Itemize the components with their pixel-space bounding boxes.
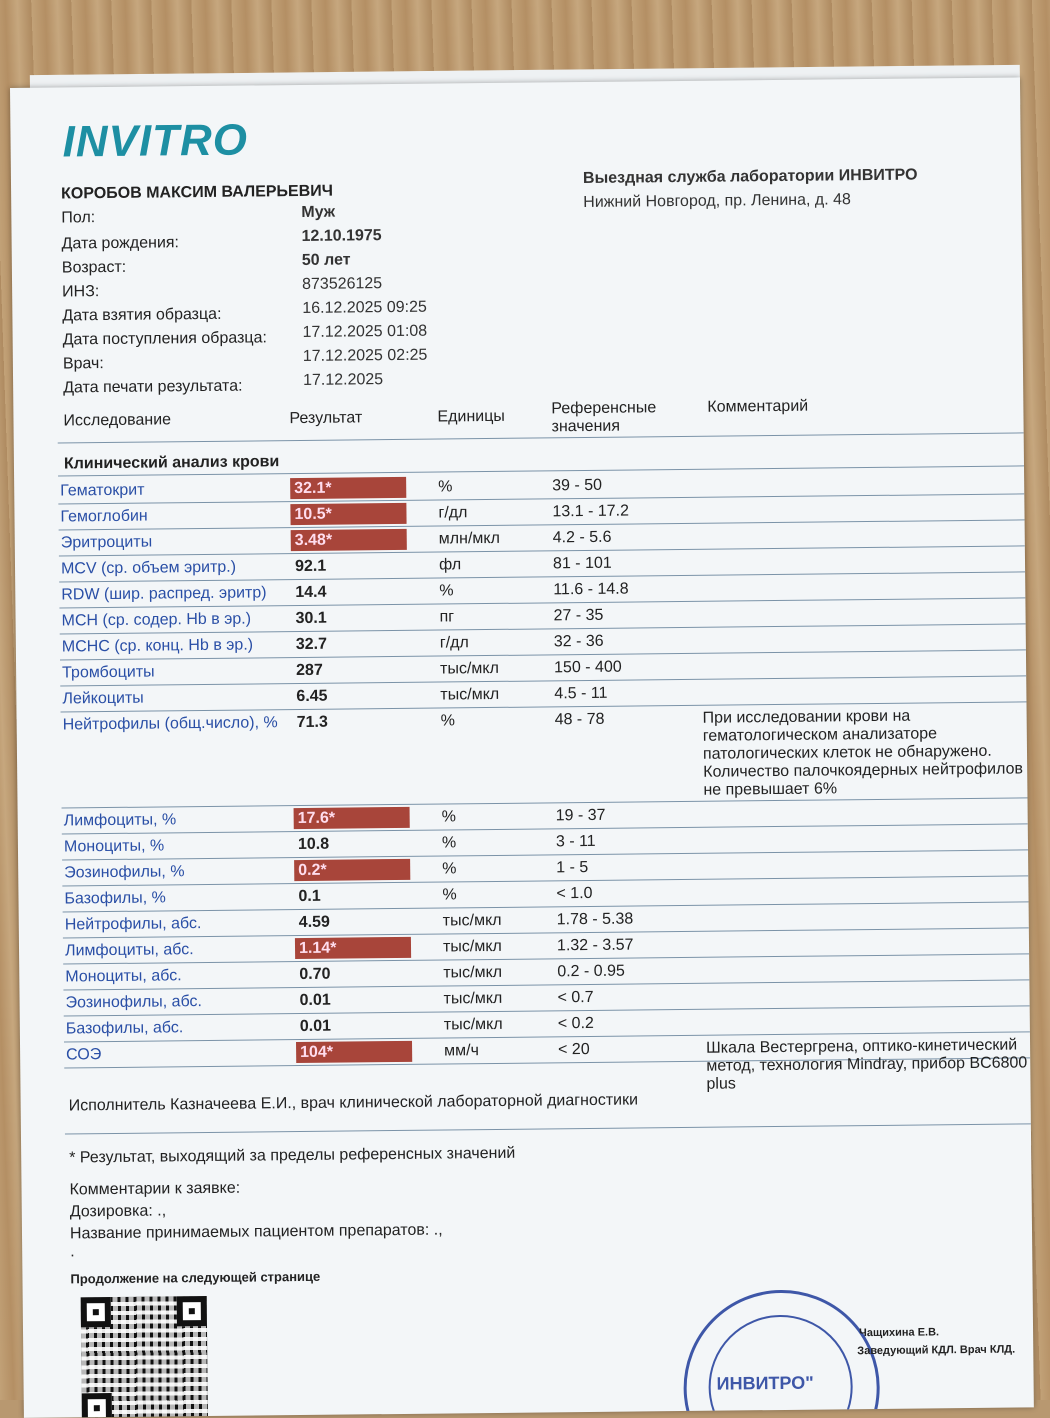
result-units: % [442, 860, 457, 878]
result-comment [705, 984, 1033, 987]
dosage: Дозировка: ., [69, 1202, 167, 1221]
result-value: 6.45 [296, 687, 328, 706]
result-units: млн/мкл [438, 529, 500, 548]
result-comment [704, 828, 1034, 831]
result-name: Гемоглобин [60, 507, 148, 526]
result-reference: 4.2 - 5.6 [552, 528, 612, 547]
result-reference: 0.2 - 0.95 [557, 962, 625, 981]
result-name: Эозинофилы, абс. [65, 993, 203, 1012]
result-units: % [439, 582, 454, 600]
dot-line: . [70, 1243, 75, 1261]
result-value: 0.01 [299, 991, 331, 1010]
result-comment [701, 576, 1031, 579]
result-units: мм/ч [444, 1042, 479, 1060]
info-label: Дата рождения: [61, 234, 180, 253]
result-reference: 11.6 - 14.8 [553, 580, 629, 599]
result-value: 30.1 [295, 609, 327, 628]
result-value: 14.4 [295, 583, 327, 602]
result-name: Базофилы, % [64, 889, 166, 908]
col-header-test: Исследование [63, 411, 172, 430]
result-name: Эозинофилы, % [64, 863, 185, 882]
result-reference: 3 - 11 [555, 832, 596, 851]
result-units: тыс/мкл [443, 1015, 503, 1034]
table-row [61, 701, 1028, 808]
result-reference: 32 - 36 [553, 632, 604, 651]
col-header-comment: Комментарий [707, 397, 809, 416]
result-name: Гематокрит [60, 481, 145, 500]
result-units: тыс/мкл [443, 963, 503, 982]
result-reference: 81 - 101 [552, 554, 612, 573]
result-value: 4.59 [298, 913, 330, 932]
result-comment [701, 602, 1031, 605]
result-value: 10.8 [297, 835, 330, 854]
info-label: Дата взятия образца: [62, 305, 222, 325]
stamp-text: ИНВИТРО" [716, 1372, 814, 1394]
result-units: тыс/мкл [442, 937, 502, 956]
result-comment [704, 880, 1034, 883]
info-label: Пол: [61, 209, 96, 227]
result-value: 3.48* [291, 529, 407, 551]
col-header-ref-line2: значения [551, 417, 621, 436]
result-comment [705, 958, 1034, 961]
result-reference: 39 - 50 [552, 476, 603, 495]
result-reference: 48 - 78 [554, 710, 605, 729]
result-units: фл [438, 556, 462, 574]
result-comment [702, 654, 1032, 657]
qr-finder [177, 1296, 207, 1326]
result-reference: 4.5 - 11 [554, 684, 608, 703]
lab-stamp [683, 1289, 881, 1418]
result-name: Лимфоциты, % [63, 811, 177, 830]
result-name: Моноциты, % [63, 837, 165, 856]
result-value: 10.5* [290, 503, 406, 525]
result-reference: < 0.2 [557, 1014, 594, 1033]
result-comment [704, 854, 1034, 857]
result-units: тыс/мкл [442, 911, 502, 930]
result-value: 17.6* [294, 807, 410, 829]
divider [58, 432, 1024, 443]
result-units: г/дл [439, 634, 469, 652]
result-comment [700, 472, 1030, 475]
info-label: Врач: [62, 355, 104, 373]
result-name: Нейтрофилы (общ.число), % [62, 714, 278, 734]
result-units: % [442, 886, 457, 904]
result-name: MCH (ср. содер. Hb в эр.) [61, 610, 252, 630]
result-name: Эритроциты [60, 533, 153, 552]
result-comment [705, 906, 1034, 909]
result-units: % [441, 834, 457, 852]
performer: Исполнитель Казначеева Е.И., врач клинической лабораторной диагностики [68, 1091, 639, 1115]
info-label: Возраст: [61, 258, 127, 277]
result-name: RDW (шир. распред. эритр) [61, 584, 267, 604]
col-header-ref-line1: Референсные [551, 399, 657, 418]
col-header-result: Результат [289, 409, 363, 428]
result-value: 32.1* [290, 477, 406, 499]
result-comment: Шкала Вестергрена, оптико-кинетический метод, технология Mindray, прибор BC6800 plus [706, 1036, 1028, 1093]
col-header-units: Единицы [437, 407, 505, 426]
result-units: тыс/мкл [440, 659, 499, 678]
result-comment [701, 550, 1031, 553]
result-value: 0.01 [299, 1017, 332, 1036]
signer-name: Чащихина Е.В. [859, 1326, 940, 1340]
result-reference: 13.1 - 17.2 [552, 502, 630, 521]
divider [65, 1123, 1031, 1134]
col-header-ref [551, 399, 656, 436]
result-units: тыс/мкл [440, 685, 500, 704]
continued-note: Продолжение на следующей странице [70, 1268, 321, 1287]
lab-address: Нижний Новгород, пр. Ленина, д. 48 [583, 191, 851, 212]
info-value: 12.10.1975 [301, 227, 382, 245]
result-name: Лимфоциты, абс. [64, 941, 194, 960]
signer-role: Заведующий КДЛ. Врач КЛД. [857, 1343, 1016, 1358]
result-comment [706, 1010, 1034, 1013]
result-value: 71.3 [296, 713, 328, 732]
info-label: ИНЗ: [62, 283, 100, 301]
info-value: Муж [301, 203, 336, 221]
result-reference: < 1.0 [556, 884, 593, 903]
result-value: 32.7 [295, 635, 328, 654]
info-value: 17.12.2025 01:08 [302, 322, 428, 341]
info-label: Дата печати результата: [63, 377, 243, 397]
result-value: 92.1 [294, 557, 327, 576]
result-name: MCV (ср. объем эритр.) [60, 558, 237, 578]
result-name: MCHC (ср. конц. Hb в эр.) [61, 636, 254, 656]
result-name: Лейкоциты [62, 689, 144, 708]
result-comment [702, 680, 1032, 683]
result-comment [700, 498, 1030, 501]
result-value: 104* [296, 1041, 412, 1063]
qr-finder [81, 1297, 111, 1327]
result-units: пг [439, 608, 455, 626]
result-value: 0.70 [299, 965, 331, 984]
info-value: 50 лет [301, 251, 351, 269]
result-reference: < 20 [558, 1040, 590, 1059]
result-comment [702, 628, 1032, 631]
result-reference: 1.32 - 3.57 [556, 936, 634, 955]
result-comment [704, 802, 1034, 805]
result-comment [705, 932, 1034, 935]
invitro-logo: INVITRO [62, 115, 249, 167]
result-units: % [441, 808, 456, 826]
result-name: Базофилы, абс. [65, 1019, 184, 1038]
info-value: 873526125 [301, 275, 383, 293]
stamp-inner-ring [708, 1314, 854, 1418]
info-value: 16.12.2025 09:25 [302, 298, 427, 317]
result-reference: 1 - 5 [556, 858, 589, 877]
result-name: Нейтрофилы, абс. [64, 915, 202, 934]
result-name: СОЭ [66, 1046, 102, 1064]
result-value: 1.14* [295, 937, 411, 959]
lab-name: Выездная служба лаборатории ИНВИТРО [582, 166, 918, 188]
result-units: % [440, 712, 455, 730]
lab-report-sheet [10, 77, 1034, 1418]
info-label: Дата поступления образца: [62, 329, 267, 349]
result-comment: При исследовании крови на гематологическом анализаторе патологических клеток не обнаружено. Количество палочкоядерных нейтрофилов не превышает 6% [702, 707, 1024, 799]
result-value: 287 [296, 661, 323, 680]
result-name: Тромбоциты [62, 663, 155, 682]
drugs: Название принимаемых пациентом препаратов: ., [69, 1221, 443, 1243]
comments-title: Комментарии к заявке: [69, 1179, 241, 1199]
result-value: 0.1 [298, 887, 321, 906]
result-units: г/дл [438, 504, 468, 522]
section-title: Клинический анализ крови [63, 453, 280, 473]
result-units: тыс/мкл [443, 989, 503, 1008]
flag-note: * Результат, выходящий за пределы референсных значений [69, 1144, 516, 1167]
result-reference: 150 - 400 [554, 658, 622, 677]
info-value: 17.12.2025 02:25 [302, 346, 428, 365]
info-value: 17.12.2025 [302, 371, 384, 389]
result-value: 0.2* [294, 859, 410, 881]
result-reference: 19 - 37 [555, 806, 606, 825]
result-reference: < 0.7 [557, 988, 594, 1007]
result-comment [701, 524, 1031, 527]
result-reference: 1.78 - 5.38 [556, 910, 634, 929]
result-name: Моноциты, абс. [65, 967, 182, 986]
qr-finder [82, 1393, 112, 1418]
result-units: % [438, 478, 453, 496]
result-reference: 27 - 35 [553, 606, 604, 625]
patient-name: КОРОБОВ МАКСИМ ВАЛЕРЬЕВИЧ [61, 182, 334, 203]
